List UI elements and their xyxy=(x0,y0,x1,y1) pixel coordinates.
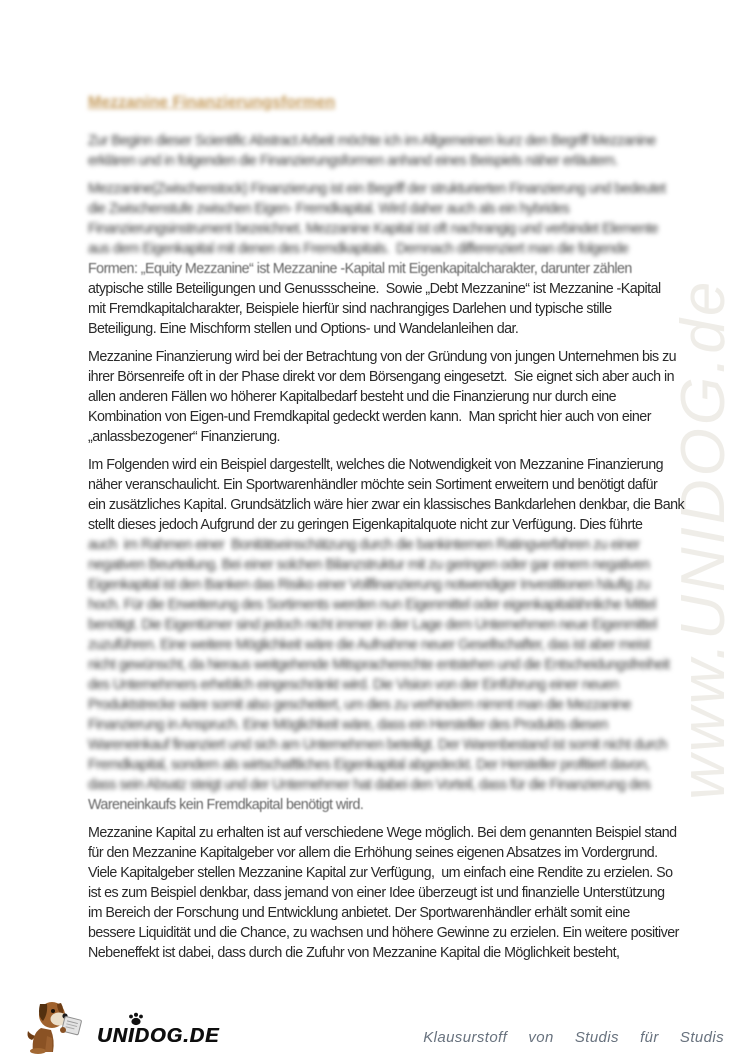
text-line: Fremdkapital, sondern als wirtschaftliches Eigenkapital abgedeckt. Der Hersteller profitiert davon, xyxy=(88,757,650,773)
text-line: stellt dieses jedoch Aufgrund der zu geringen Eigenkapitalquote nicht zur Verfügung. Dies führte xyxy=(88,517,643,533)
text-line: auch im Rahmen einer Bonitätseinschätzung durch die bankinternen Ratingverfahren zu einer xyxy=(88,537,640,553)
paragraph xyxy=(88,131,666,171)
logo-wordmark-wrap xyxy=(97,1025,219,1054)
page-heading: Mezzanine Finanzierungsformen xyxy=(88,94,336,111)
text-line: Formen: „Equity Mezzanine“ ist Mezzanine -Kapital mit Eigenkapitalcharakter, darunter zählen xyxy=(88,261,632,277)
text-line: mit Fremdkapitalcharakter, Beispiele hierfür sind nachrangiges Darlehen und typische stille xyxy=(88,301,612,317)
text-line: Finanzierung in Anspruch. Eine Möglichkeit wäre, dass ein Hersteller des Produkts diesen xyxy=(88,717,608,733)
text-line: für den Mezzanine Kapitalgeber vor allem die Erhöhung seines eigenen Absatzes im Vordergrund. xyxy=(88,845,658,861)
document-body xyxy=(88,131,685,963)
text-line: Zur Beginn dieser Scientific Abstract Arbeit möchte ich im Allgemeinen kurz den Begriff Mezzanine xyxy=(88,133,656,149)
text-line: Mezzanine Kapital zu erhalten ist auf verschiedene Wege möglich. Bei dem genannten Beispiel stand xyxy=(88,825,677,841)
paw-print-icon xyxy=(128,1012,144,1026)
text-line: Beteiligung. Eine Mischform stellen und Options- und Wandelanleihen dar. xyxy=(88,321,519,337)
text-line: ein zusätzliches Kapital. Grundsätzlich wäre hier zwar ein klassisches Bankdarlehen denkbar, die Bank xyxy=(88,497,685,513)
text-line: Finanzierungsinstrument bezeichnet. Mezzanine Kapital ist oft nachrangig und verbindet Elemente xyxy=(88,221,659,237)
dog-mascot-icon xyxy=(25,1000,89,1054)
paragraph xyxy=(88,455,685,815)
text-line: „anlassbezogener“ Finanzierung. xyxy=(88,429,280,445)
text-line: näher veranschaulicht. Ein Sportwarenhändler möchte sein Sortiment erweitern und benötigt dafür xyxy=(88,477,658,493)
text-line: Produktstrecke wäre somit also gescheitert, um dies zu verhindern nimmt man die Mezzanine xyxy=(88,697,632,713)
text-line: benötigt. Die Eigentümer sind jedoch nicht immer in der Lage dem Unternehmen neue Eigenmittel xyxy=(88,617,657,633)
text-line: nicht gewünscht, da hieraus weitgehende Mitspracherechte entstehen und die Entscheidungsfreiheit xyxy=(88,657,670,673)
text-line: negativen Beurteilung. Bei einer solchen Bilanzstruktur mit zu geringen oder gar einem negativen xyxy=(88,557,650,573)
text-line: die Zwischenstufe zwischen Eigen- Fremdkapital. Wird daher auch als ein hybrides xyxy=(88,201,570,217)
text-line: Wareneinkauf finanziert und sich am Unternehmen beteiligt. Der Warenbestand ist somit nicht durch xyxy=(88,737,667,753)
footer-tagline: Klausurstoff von Studis für Studis xyxy=(423,1029,724,1046)
text-line: Mezzanine Finanzierung wird bei der Betrachtung von der Gründung von jungen Unternehmen bis zu xyxy=(88,349,677,365)
text-line: des Unternehmers erheblich eingeschränkt wird. Die Vision von der Einführung einer neuen xyxy=(88,677,619,693)
text-line: hoch. Für die Erweiterung des Sortiments werden nun Eigenmittel oder eigenkapitalähnliche Mittel xyxy=(88,597,656,613)
unidog-logo xyxy=(25,1000,219,1054)
text-line: atypische stille Beteiligungen und Genussscheine. Sowie „Debt Mezzanine“ ist Mezzanine -Kapital xyxy=(88,281,661,297)
text-line: Wareneinkaufs kein Fremdkapital benötigt wird. xyxy=(88,797,364,813)
logo-wordmark: UNIDOG.DE xyxy=(97,1025,220,1047)
text-line: allen anderen Fällen wo höherer Kapitalbedarf besteht und die Finanzierung nur durch eine xyxy=(88,389,617,405)
paragraph xyxy=(88,347,677,447)
text-line: zuzuführen. Eine weitere Möglichkeit wäre die Aufnahme neuer Gesellschafter, das ist aber meist xyxy=(88,637,651,653)
paragraph xyxy=(88,823,679,963)
text-line: im Bereich der Forschung und Entwicklung anbietet. Der Sportwarenhändler erhält somit eine xyxy=(88,905,630,921)
text-line: Eigenkapital ist den Banken das Risiko einer Vollfinanzierung notwendiger Investitionen häufig zu xyxy=(88,577,650,593)
text-line: Kombination von Eigen-und Fremdkapital gedeckt werden kann. Man spricht hier auch von einer xyxy=(88,409,651,425)
text-line: erklären und in folgenden die Finanzierungsformen anhand eines Beispiels näher erläutern. xyxy=(88,153,618,169)
text-line: ihrer Börsenreife oft in der Phase direkt vor dem Börsengang eingesetzt. Sie eignet sich aber auch in xyxy=(88,369,675,385)
paragraph xyxy=(88,179,666,339)
watermark: www.UNIDOG.de xyxy=(669,278,738,800)
text-line: aus dem Eigenkapital mit denen des Fremdkapitals. Demnach differenziert man die folgende xyxy=(88,241,629,257)
document-content xyxy=(88,92,685,971)
text-line: bessere Liquidität und die Chance, zu wachsen und höhere Gewinne zu erzielen. Ein weitere positiver xyxy=(88,925,679,941)
text-line: Nebeneffekt ist dabei, dass durch die Zufuhr von Mezzanine Kapital die Möglichkeit besteht, xyxy=(88,945,620,961)
text-line: Viele Kapitalgeber stellen Mezzanine Kapital zur Verfügung, um einfach eine Rendite zu erzielen. So xyxy=(88,865,673,881)
text-line: ist es zum Beispiel denkbar, dass jemand von einer Idee überzeugt ist und finanzielle Unterstützung xyxy=(88,885,665,901)
text-line: Mezzanine(Zwischenstock) Finanzierung ist ein Begriff der strukturierten Finanzierung und bedeutet xyxy=(88,181,666,197)
text-line: dass sein Absatz steigt und der Unternehmer hat dabei den Vorteil, dass für die Finanzierung des xyxy=(88,777,651,793)
text-line: Im Folgenden wird ein Beispiel dargestellt, welches die Notwendigkeit von Mezzanine Finanzierung xyxy=(88,457,664,473)
